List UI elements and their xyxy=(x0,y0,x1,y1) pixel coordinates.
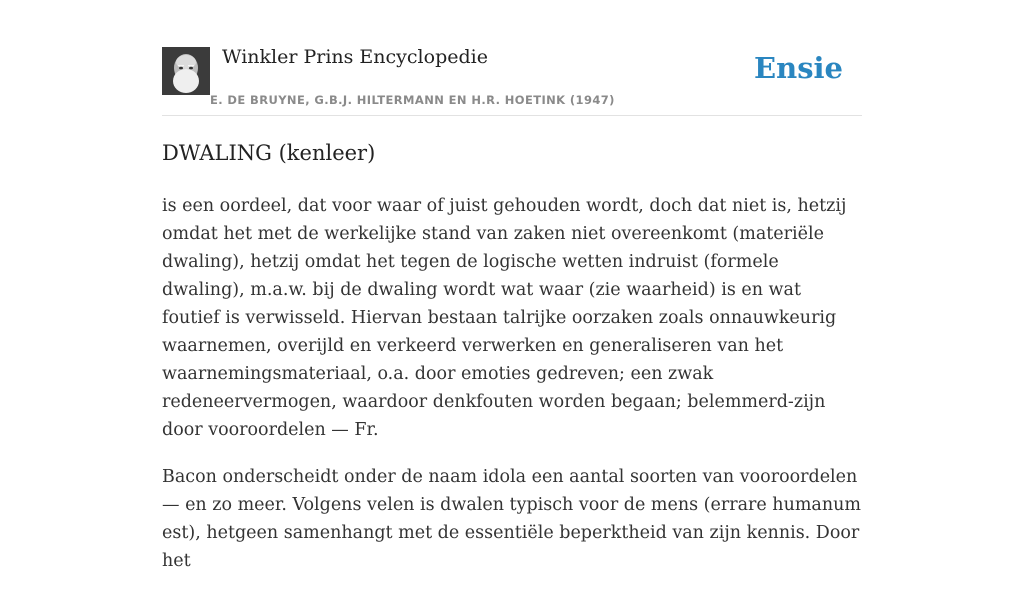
portrait-image xyxy=(162,47,210,95)
ensie-logo-link[interactable]: Ensie xyxy=(754,51,843,85)
article-paragraph: is een oordeel, dat voor waar of juist gehouden wordt, doch dat niet is, hetzij omdat het met de werkelijke stand van zaken niet overeenkomt (materiële dwaling), hetzij omdat het tegen de logische wetten indruist (formele dwaling), m.a.w. bij de dwaling wordt wat waar (zie waarheid) is en wat foutief is verwisseld. Hiervan bestaan talrijke oorzaken zoals onnauwkeurig waarnemen, overijld en verkeerd verwerken en generaliseren van het waarnemingsmateriaal, o.a. door emoties gedreven; een zwak redeneervermogen, waardoor denkfouten worden begaan; belemmerd-zijn door vooroordelen — Fr. xyxy=(162,196,847,440)
article-title: DWALING (kenleer) xyxy=(162,141,376,165)
site-header xyxy=(162,0,862,116)
content-container xyxy=(162,0,862,571)
article-body xyxy=(162,192,864,594)
site-title[interactable]: Winkler Prins Encyclopedie xyxy=(222,46,488,68)
author-avatar[interactable] xyxy=(162,47,210,95)
site-authors: E. DE BRUYNE, G.B.J. HILTERMANN EN H.R. HOETINK (1947) xyxy=(210,93,615,107)
article-paragraph: Bacon onderscheidt onder de naam idola een aantal soorten van vooroordelen — en zo meer. Volgens velen is dwalen typisch voor de mens (errare humanum est), hetgeen samenhangt met de essentiële beperktheid van zijn kennis. Door het xyxy=(162,467,862,571)
